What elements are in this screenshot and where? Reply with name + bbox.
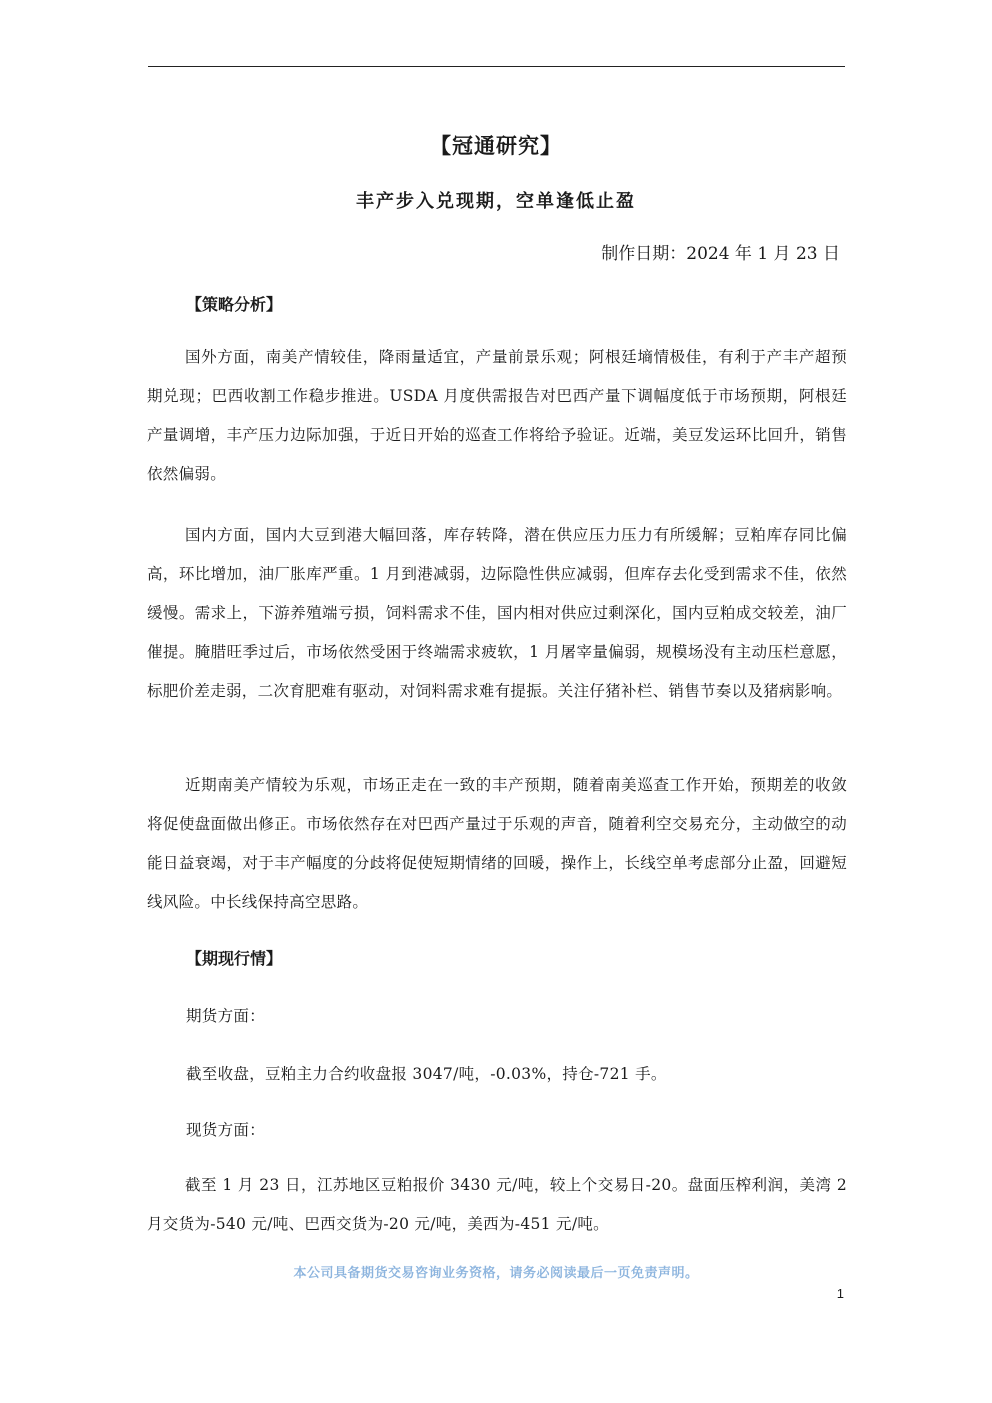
strategy-paragraph-domestic: 国内方面，国内大豆到港大幅回落，库存转降，潜在供应压力压力有所缓解；豆粕库存同比偏高，环比增加，油厂胀库严重。1 月到港减弱，边际隐性供应减弱，但库存去化受到需求不佳，依然缓慢。需求上，下游养殖端亏损，饲料需求不佳，国内相对供应过剩深化，国内豆粕成交较差，油厂催提。腌腊旺季过后，市场依然受困于终端需求疲软，1 月屠宰量偏弱，规模场没有主动压栏意愿，标肥价差走弱，二次育肥难有驱动，对饲料需求难有提振。关注仔猪补栏、销售节奏以及猪病影响。 bbox=[147, 526, 847, 700]
futures-label: 期货方面： bbox=[186, 1007, 266, 1025]
document-subtitle: 丰产步入兑现期，空单逢低止盈 bbox=[356, 191, 636, 212]
header-rule bbox=[148, 66, 845, 67]
strategy-heading: 【策略分析】 bbox=[186, 295, 283, 314]
market-heading: 【期现行情】 bbox=[186, 949, 283, 968]
page-number: 1 bbox=[836, 1286, 844, 1301]
spot-text: 截至 1 月 23 日，江苏地区豆粕报价 3430 元/吨，较上个交易日-20。盘面压榨利润，美湾 2 月交货为-540 元/吨、巴西交货为-20 元/吨，美西为-451 元/吨。 bbox=[147, 1176, 847, 1233]
document-title: 【冠通研究】 bbox=[430, 133, 562, 158]
strategy-paragraph-outlook: 近期南美产情较为乐观，市场正走在一致的丰产预期，随着南美巡查工作开始，预期差的收敛将促使盘面做出修正。市场依然存在对巴西产量过于乐观的声音，随着利空交易充分，主动做空的动能日益衰竭，对于丰产幅度的分歧将促使短期情绪的回暖，操作上，长线空单考虑部分止盈，回避短线风险。中长线保持高空思路。 bbox=[147, 776, 847, 911]
document-date: 制作日期：2024 年 1 月 23 日 bbox=[601, 244, 840, 264]
disclaimer-note: 本公司具备期货交易咨询业务资格，请务必阅读最后一页免责声明。 bbox=[293, 1266, 699, 1281]
spot-label: 现货方面： bbox=[186, 1121, 266, 1139]
futures-text: 截至收盘，豆粕主力合约收盘报 3047/吨，-0.03%，持仓-721 手。 bbox=[186, 1065, 667, 1083]
strategy-paragraph-overseas: 国外方面，南美产情较佳，降雨量适宜，产量前景乐观；阿根廷墒情极佳，有利于产丰产超预期兑现；巴西收割工作稳步推进。USDA 月度供需报告对巴西产量下调幅度低于市场预期，阿根廷产量调增，丰产压力边际加强，于近日开始的巡查工作将给予验证。近端，美豆发运环比回升，销售依然偏弱。 bbox=[147, 348, 847, 483]
